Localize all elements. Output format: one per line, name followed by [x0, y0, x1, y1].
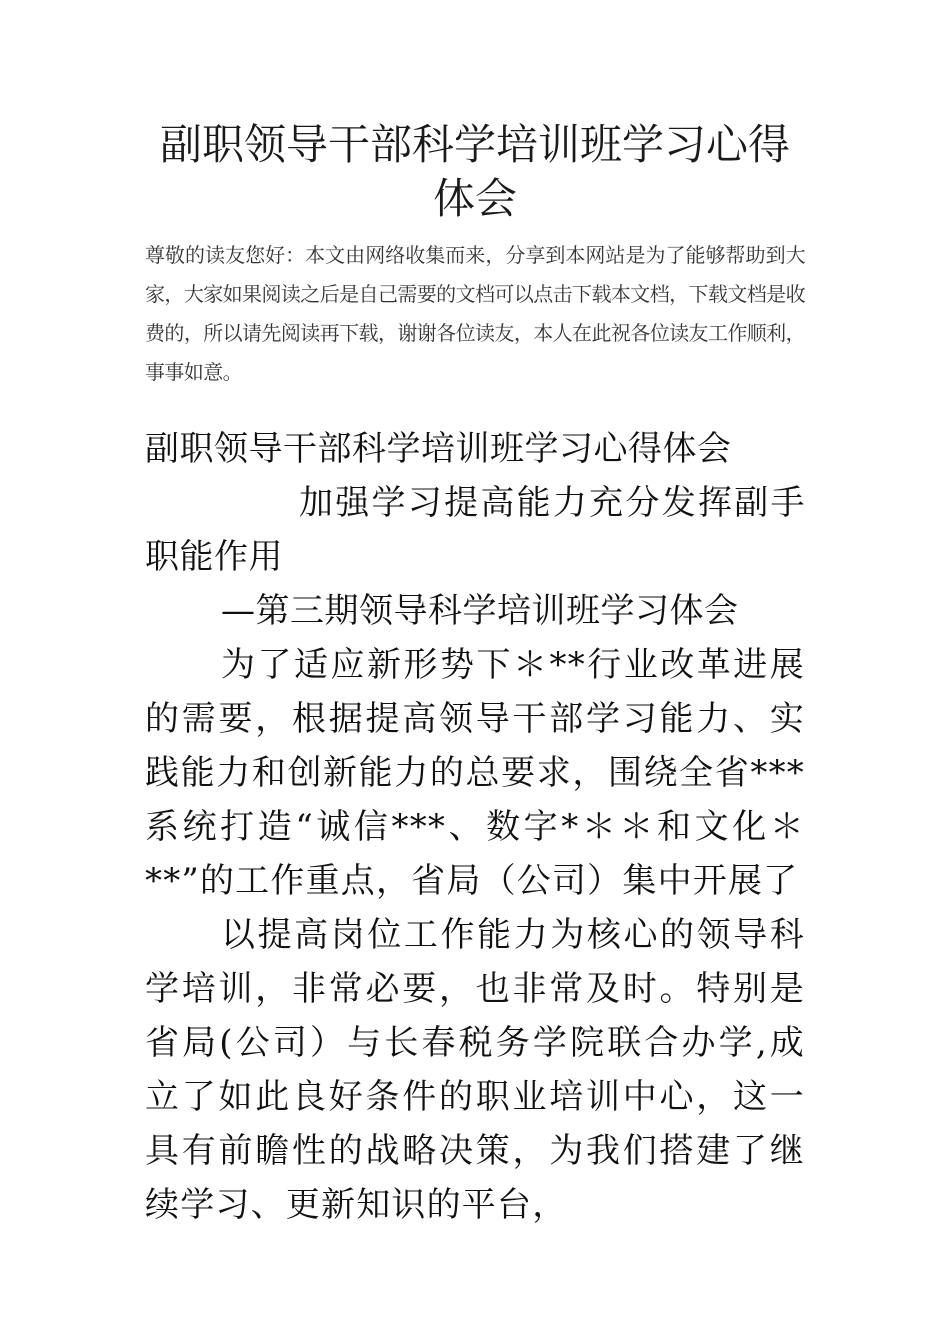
body-heading: 副职领导干部科学培训班学习心得体会 — [145, 429, 732, 469]
document-body — [145, 422, 805, 1232]
body-subtitle: 加强学习提高能力充分发挥副手职能作用 — [145, 483, 805, 577]
body-paragraph-2: 以提高岗位工作能力为核心的领导科学培训，非常必要，也非常及时。特别是省局(公司）与长春税务学院联合办学,成立了如此良好条件的职业培训中心，这一具有前瞻性的战略决策，为我们搭建了继续学习、更新知识的平台， — [145, 915, 805, 1225]
body-paragraph-1: 为了适应新形势下＊**行业改革进展的需要，根据提高领导干部学习能力、实践能力和创新能力的总要求，围绕全省***系统打造“诚信***、数字*＊＊和文化＊**”的工作重点，省局（公司）集中开展了 — [145, 645, 805, 901]
document-title: 副职领导干部科学培训班学习心得体会 — [159, 120, 790, 223]
reader-notice: 尊敬的读友您好：本文由网络收集而来，分享到本网站是为了能够帮助到大家，大家如果阅读之后是自己需要的文档可以点击下载本文档，下载文档是收费的，所以请先阅读再下载，谢谢各位读友，本人在此祝各位读友工作顺利，事事如意。 — [145, 243, 805, 384]
body-series-line: —第三期领导科学培训班学习体会 — [221, 591, 739, 631]
